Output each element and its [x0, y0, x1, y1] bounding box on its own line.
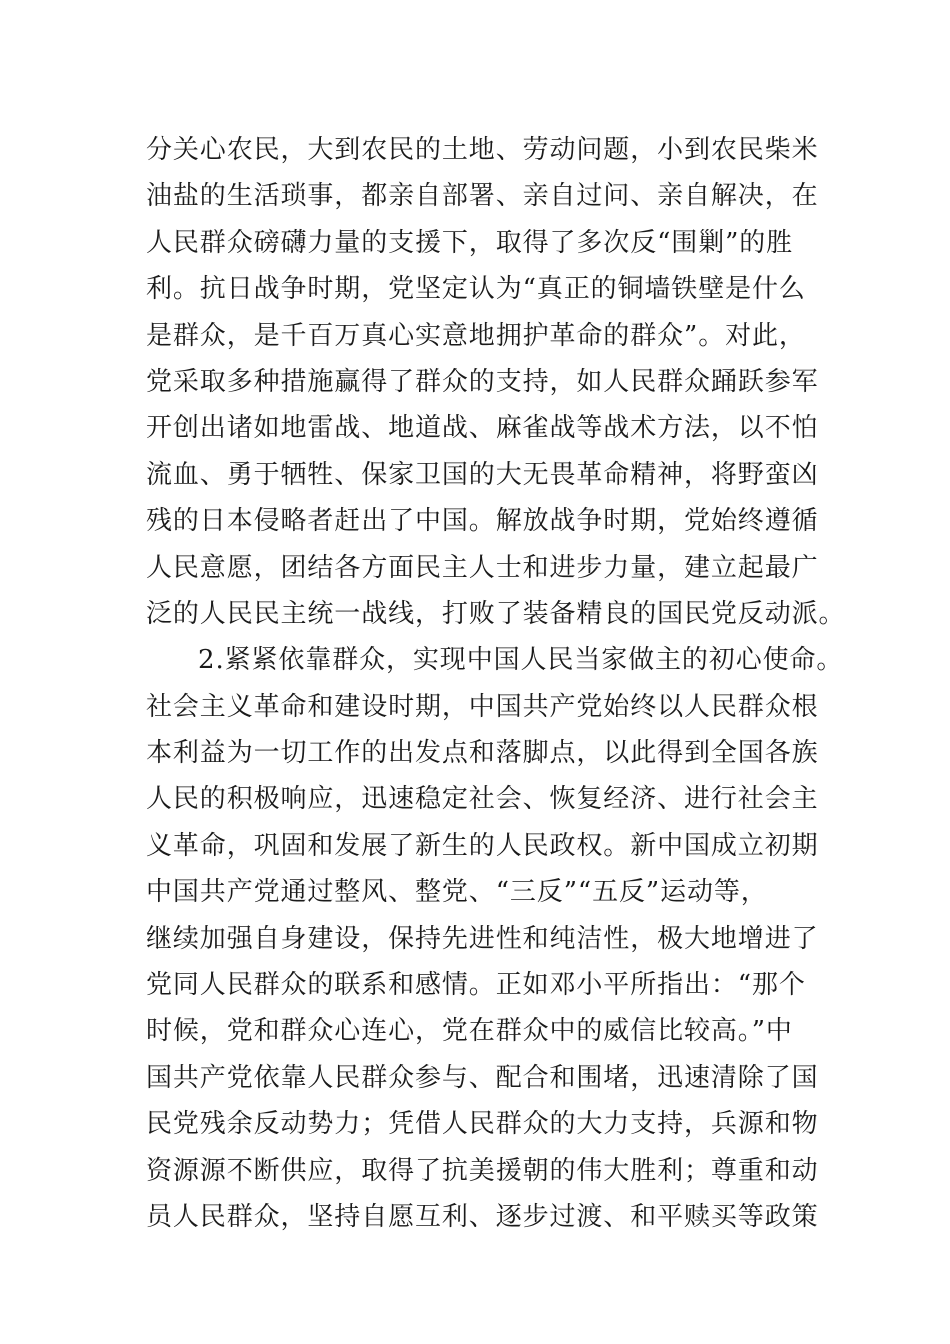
text-line: 社会主义革命和建设时期，中国共产党始终以人民群众根: [146, 691, 819, 722]
text-line: 人民的积极响应，迅速稳定社会、恢复经济、进行社会主: [146, 784, 819, 815]
body-text: [146, 127, 846, 1240]
text-line: 残的日本侵略者赶出了中国。解放战争时期，党始终遵循: [146, 506, 819, 537]
text-line: 中国共产党通过整风、整党、“三反”“五反”运动等，: [146, 877, 768, 908]
text-line: 继续加强自身建设，保持先进性和纯洁性，极大地增进了: [146, 923, 819, 954]
text-line: 资源源不断供应，取得了抗美援朝的伟大胜利；尊重和动: [146, 1155, 819, 1186]
text-line: 人民意愿，团结各方面民主人士和进步力量，建立起最广: [146, 552, 819, 583]
text-line: 时候，党和群众心连心，党在群众中的威信比较高。”中: [146, 1016, 793, 1047]
text-line: 利。抗日战争时期，党坚定认为“真正的铜墙铁壁是什么: [146, 274, 806, 305]
text-line: 义革命，巩固和发展了新生的人民政权。新中国成立初期: [146, 830, 819, 861]
text-line: 是群众，是千百万真心实意地拥护革命的群众”。对此，: [146, 320, 806, 351]
text-line: 分关心农民，大到农民的土地、劳动问题，小到农民柴米: [146, 135, 819, 165]
text-line: 人民群众磅礴力量的支援下，取得了多次反“围剿”的胜: [146, 227, 794, 258]
text-line: 党采取多种措施赢得了群众的支持，如人民群众踊跃参军: [146, 366, 819, 397]
section-heading-line: 2.紧紧依靠群众，实现中国人民当家做主的初心使命。: [198, 645, 844, 676]
text-line: 民党残余反动势力；凭借人民群众的大力支持，兵源和物: [146, 1109, 819, 1140]
text-line: 员人民群众，坚持自愿互利、逐步过渡、和平赎买等政策: [146, 1201, 819, 1232]
text-line: 党同人民群众的联系和感情。正如邓小平所指出：“那个: [146, 970, 806, 1001]
text-line: 本利益为一切工作的出发点和落脚点，以此得到全国各族: [146, 738, 819, 769]
text-line: 国共产党依靠人民群众参与、配合和围堵，迅速清除了国: [146, 1062, 819, 1093]
text-line: 流血、勇于牺牲、保家卫国的大无畏革命精神，将野蛮凶: [146, 459, 819, 490]
text-line: 开创出诸如地雷战、地道战、麻雀战等战术方法，以不怕: [146, 413, 819, 444]
text-line: 油盐的生活琐事，都亲自部署、亲自过问、亲自解决，在: [146, 181, 819, 212]
text-line: 泛的人民民主统一战线，打败了装备精良的国民党反动派。: [146, 598, 846, 629]
